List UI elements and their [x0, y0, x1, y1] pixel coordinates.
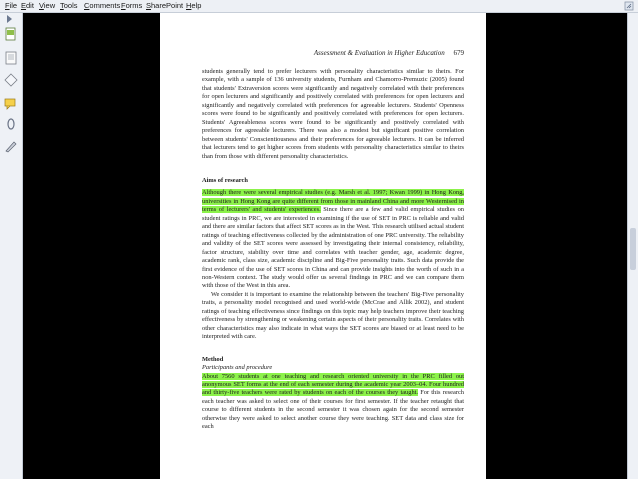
paragraph-aims-rest: Since there are a few and valid empirical studies on student ratings in PRC, we are interested in examining if the use of SET in PRC is reliable and valid and there are similar factors that affect SET scores as in the West. This research utilised actual student ratings of teaching effectiveness collected by the administration of one PRC university. The reliability and validity of the SET scores were assessed by investigating their internal consistency, reliability, factor structure, stability over time and correlates with teacher gender, age, academic degree, academic rank, class size, academic discipline and Big-Five personality traits. Such data provide the first evidence of the use of SET scores in China and can provide insights into the worth of such in a non-Western context. The study would offer us several findings in PRC and we can compare them with those of the West in this area.	[202, 206, 464, 290]
attachment-icon[interactable]	[4, 117, 18, 131]
paragraph-intro: students generally tend to prefer lecturers with personality characteristics similar to theirs. For example, with a sample of 136 university students, Furnham and Chamorro-Premuzic (2005) found that students' Extraversion scores were significantly and negatively correlated with their preferences for open lecturers and significantly and positively correlated with preferences for open lecturers and significantly and negatively correlated with preferences for agreeable lecturers. Students' Openness scores were found to be significantly and positively correlated with preferences for open lecturers. Students' Agreeableness scores were found to be significantly and positively correlated with preferences for agreeable lecturers. There was also a modest but significant positive correlation between students' Conscientiousness and their preferences for agreeable lecturers. It can be inferred that lecturers tend to get higher scores from students with personality characteristics similar to theirs than from those with different personality characteristics.	[202, 68, 464, 160]
pages-icon[interactable]	[4, 27, 18, 41]
menu-tools[interactable]: Tools	[60, 1, 78, 10]
highlighted-text[interactable]: About 7560 students at one teaching and research oriented university in the PRC filled out anonymous SET forms at the end of each semester during the academic year 2003–04. Four hundred and thirty-five teachers were rated by students on each of the courses they taught.	[202, 372, 464, 397]
bookmark-icon[interactable]	[4, 51, 18, 65]
scrollbar-thumb[interactable]	[630, 228, 636, 270]
menu-comments[interactable]: Comments	[84, 1, 121, 10]
journal-title: Assessment & Evaluation in Higher Education	[313, 49, 445, 57]
menu-help[interactable]: Help	[186, 1, 202, 10]
window-resize-icon[interactable]	[624, 1, 634, 11]
pdf-page[interactable]	[160, 13, 486, 479]
subheading-participants: Participants and procedure	[202, 364, 273, 372]
signature-icon[interactable]	[4, 139, 18, 153]
menu-file[interactable]: File	[5, 1, 18, 10]
heading-method: Method	[202, 355, 224, 363]
paragraph-aims	[202, 189, 464, 290]
expand-panel-icon[interactable]	[7, 15, 12, 23]
heading-aims: Aims of research	[202, 176, 248, 184]
menu-bar	[0, 0, 638, 13]
paragraph-method	[202, 373, 464, 432]
page-body	[202, 68, 464, 432]
menu-edit[interactable]: Edit	[21, 1, 34, 10]
navigation-panel	[0, 13, 23, 479]
paragraph-method-rest: For this research each teacher was asked to select one of their courses for first semester. If the teacher retaught that course to different students in the second semester it was chosen again for the second semester otherwise they were asked to select another course they were teaching. SET data and class size for each	[202, 389, 464, 431]
comment-icon[interactable]	[4, 96, 18, 110]
page-number: 679	[453, 49, 464, 57]
running-head	[160, 49, 464, 57]
menu-sharepoint[interactable]: SharePoint	[146, 1, 184, 10]
vertical-scrollbar[interactable]	[627, 13, 638, 479]
paragraph-personality: We consider it is important to examine the relationship between the teachers' Big-Five personality traits, a personality model recognised and used world-wide (McCrae and Allik 2002), and student ratings of teaching effectiveness since findings on this topic may help teachers improve their teaching effectiveness by strengthening or weakening certain aspects of their personality traits. Correlates with other characteristics may also indicate in what ways the SET scores are biased or at least need to be interpreted with care.	[202, 290, 464, 341]
menu-forms[interactable]: Forms	[121, 1, 143, 10]
layers-icon[interactable]	[4, 73, 18, 87]
highlighted-text[interactable]: Although there were several empirical studies (e.g. Marsh et al. 1997; Kwan 1999) in Hong Kong, universities in Hong Kong are quite different from those in mainland China and more Westernised in terms of lecturers' and students' experiences.	[202, 189, 464, 214]
menu-view[interactable]: View	[39, 1, 56, 10]
